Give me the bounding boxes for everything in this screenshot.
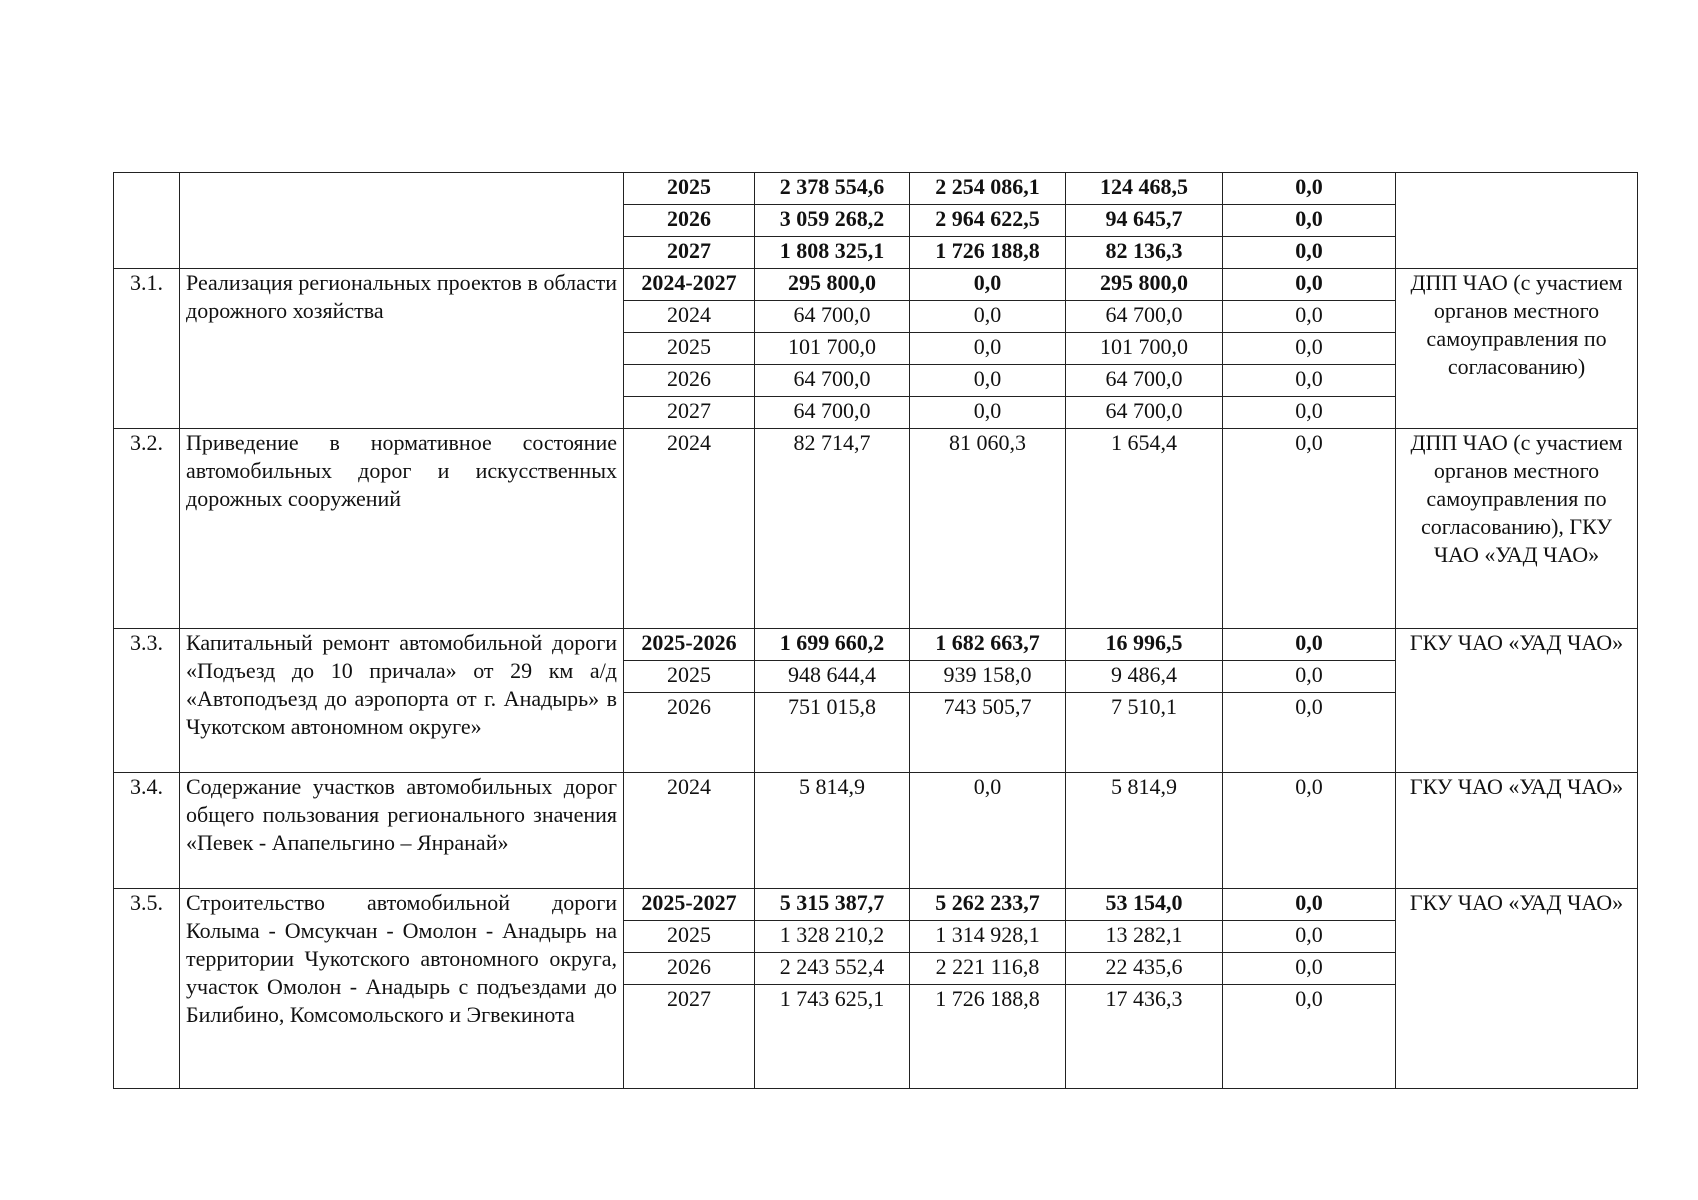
item-number: 3.4. bbox=[114, 773, 180, 889]
federal-cell: 1 682 663,7 bbox=[910, 629, 1066, 661]
other-cell: 0,0 bbox=[1223, 429, 1396, 629]
other-cell: 0,0 bbox=[1223, 693, 1396, 773]
other-cell: 0,0 bbox=[1223, 365, 1396, 397]
item-name: Строительство автомобильной дороги Колыма - Омсукчан - Омолон - Анадырь на территории Чукотского автономного округа, участок Омолон - Анадырь с подъездами до Билибино, Комсомольского и Эгвекинота bbox=[180, 889, 624, 1089]
year-cell: 2025 bbox=[624, 661, 755, 693]
federal-cell: 0,0 bbox=[910, 301, 1066, 333]
other-cell: 0,0 bbox=[1223, 397, 1396, 429]
regional-cell: 7 510,1 bbox=[1066, 693, 1223, 773]
item-number: 3.1. bbox=[114, 269, 180, 429]
executor-cell bbox=[1396, 173, 1638, 269]
federal-cell: 2 254 086,1 bbox=[910, 173, 1066, 205]
year-cell: 2027 bbox=[624, 397, 755, 429]
table-row bbox=[114, 629, 1638, 661]
federal-cell: 0,0 bbox=[910, 269, 1066, 301]
total-cell: 948 644,4 bbox=[755, 661, 910, 693]
item-name: Приведение в нормативное состояние автомобильных дорог и искусственных дорожных сооружений bbox=[180, 429, 624, 629]
item-number: 3.5. bbox=[114, 889, 180, 1089]
regional-cell: 101 700,0 bbox=[1066, 333, 1223, 365]
federal-cell: 2 221 116,8 bbox=[910, 953, 1066, 985]
regional-cell: 17 436,3 bbox=[1066, 985, 1223, 1089]
federal-cell: 1 314 928,1 bbox=[910, 921, 1066, 953]
regional-cell: 5 814,9 bbox=[1066, 773, 1223, 889]
year-cell: 2025 bbox=[624, 333, 755, 365]
item-number: 3.2. bbox=[114, 429, 180, 629]
total-cell: 1 328 210,2 bbox=[755, 921, 910, 953]
regional-cell: 1 654,4 bbox=[1066, 429, 1223, 629]
total-cell: 64 700,0 bbox=[755, 301, 910, 333]
total-cell: 64 700,0 bbox=[755, 397, 910, 429]
item-name: Реализация региональных проектов в области дорожного хозяйства bbox=[180, 269, 624, 429]
regional-cell: 64 700,0 bbox=[1066, 397, 1223, 429]
total-cell: 751 015,8 bbox=[755, 693, 910, 773]
regional-cell: 82 136,3 bbox=[1066, 237, 1223, 269]
executor-cell: ДПП ЧАО (с участием органов местного самоуправления по согласованию) bbox=[1396, 269, 1638, 429]
regional-cell: 64 700,0 bbox=[1066, 301, 1223, 333]
year-cell: 2024 bbox=[624, 773, 755, 889]
regional-cell: 13 282,1 bbox=[1066, 921, 1223, 953]
other-cell: 0,0 bbox=[1223, 985, 1396, 1089]
other-cell: 0,0 bbox=[1223, 333, 1396, 365]
other-cell: 0,0 bbox=[1223, 773, 1396, 889]
total-cell: 1 808 325,1 bbox=[755, 237, 910, 269]
executor-cell: ГКУ ЧАО «УАД ЧАО» bbox=[1396, 629, 1638, 773]
total-cell: 3 059 268,2 bbox=[755, 205, 910, 237]
regional-cell: 22 435,6 bbox=[1066, 953, 1223, 985]
federal-cell: 743 505,7 bbox=[910, 693, 1066, 773]
year-cell: 2027 bbox=[624, 237, 755, 269]
year-cell: 2026 bbox=[624, 693, 755, 773]
federal-cell: 0,0 bbox=[910, 333, 1066, 365]
regional-cell: 94 645,7 bbox=[1066, 205, 1223, 237]
total-cell: 64 700,0 bbox=[755, 365, 910, 397]
executor-cell: ГКУ ЧАО «УАД ЧАО» bbox=[1396, 773, 1638, 889]
other-cell: 0,0 bbox=[1223, 661, 1396, 693]
item-number: 3.3. bbox=[114, 629, 180, 773]
total-cell: 1 743 625,1 bbox=[755, 985, 910, 1089]
table-row bbox=[114, 269, 1638, 301]
table-row bbox=[114, 773, 1638, 889]
other-cell: 0,0 bbox=[1223, 269, 1396, 301]
other-cell: 0,0 bbox=[1223, 921, 1396, 953]
year-cell: 2025 bbox=[624, 173, 755, 205]
total-cell: 2 243 552,4 bbox=[755, 953, 910, 985]
year-cell: 2024 bbox=[624, 429, 755, 629]
federal-cell: 5 262 233,7 bbox=[910, 889, 1066, 921]
year-cell: 2025-2026 bbox=[624, 629, 755, 661]
total-cell: 101 700,0 bbox=[755, 333, 910, 365]
federal-cell: 0,0 bbox=[910, 365, 1066, 397]
year-cell: 2027 bbox=[624, 985, 755, 1089]
other-cell: 0,0 bbox=[1223, 205, 1396, 237]
federal-cell: 2 964 622,5 bbox=[910, 205, 1066, 237]
year-cell: 2025 bbox=[624, 921, 755, 953]
other-cell: 0,0 bbox=[1223, 237, 1396, 269]
regional-cell: 64 700,0 bbox=[1066, 365, 1223, 397]
total-cell: 82 714,7 bbox=[755, 429, 910, 629]
total-cell: 5 315 387,7 bbox=[755, 889, 910, 921]
federal-cell: 0,0 bbox=[910, 397, 1066, 429]
name-cell bbox=[180, 173, 624, 269]
table-row bbox=[114, 889, 1638, 921]
other-cell: 0,0 bbox=[1223, 301, 1396, 333]
year-cell: 2026 bbox=[624, 365, 755, 397]
regional-cell: 295 800,0 bbox=[1066, 269, 1223, 301]
regional-cell: 16 996,5 bbox=[1066, 629, 1223, 661]
total-cell: 1 699 660,2 bbox=[755, 629, 910, 661]
federal-cell: 81 060,3 bbox=[910, 429, 1066, 629]
federal-cell: 939 158,0 bbox=[910, 661, 1066, 693]
year-cell: 2025-2027 bbox=[624, 889, 755, 921]
regional-cell: 9 486,4 bbox=[1066, 661, 1223, 693]
federal-cell: 1 726 188,8 bbox=[910, 985, 1066, 1089]
year-cell: 2024-2027 bbox=[624, 269, 755, 301]
year-cell: 2026 bbox=[624, 205, 755, 237]
other-cell: 0,0 bbox=[1223, 889, 1396, 921]
funding-table bbox=[113, 172, 1638, 1089]
other-cell: 0,0 bbox=[1223, 953, 1396, 985]
table-row bbox=[114, 173, 1638, 205]
table-row bbox=[114, 429, 1638, 629]
year-cell: 2024 bbox=[624, 301, 755, 333]
total-cell: 295 800,0 bbox=[755, 269, 910, 301]
other-cell: 0,0 bbox=[1223, 629, 1396, 661]
federal-cell: 1 726 188,8 bbox=[910, 237, 1066, 269]
federal-cell: 0,0 bbox=[910, 773, 1066, 889]
item-name: Содержание участков автомобильных дорог общего пользования регионального значения «Певек - Апапельгино – Янранай» bbox=[180, 773, 624, 889]
other-cell: 0,0 bbox=[1223, 173, 1396, 205]
executor-cell: ГКУ ЧАО «УАД ЧАО» bbox=[1396, 889, 1638, 1089]
item-name: Капитальный ремонт автомобильной дороги «Подъезд до 10 причала» от 29 км а/д «Автоподъезд до аэропорта от г. Анадырь» в Чукотском автономном округе» bbox=[180, 629, 624, 773]
executor-cell: ДПП ЧАО (с участием органов местного самоуправления по согласованию), ГКУ ЧАО «УАД ЧАО» bbox=[1396, 429, 1638, 629]
year-cell: 2026 bbox=[624, 953, 755, 985]
regional-cell: 124 468,5 bbox=[1066, 173, 1223, 205]
total-cell: 2 378 554,6 bbox=[755, 173, 910, 205]
no-cell bbox=[114, 173, 180, 269]
regional-cell: 53 154,0 bbox=[1066, 889, 1223, 921]
total-cell: 5 814,9 bbox=[755, 773, 910, 889]
